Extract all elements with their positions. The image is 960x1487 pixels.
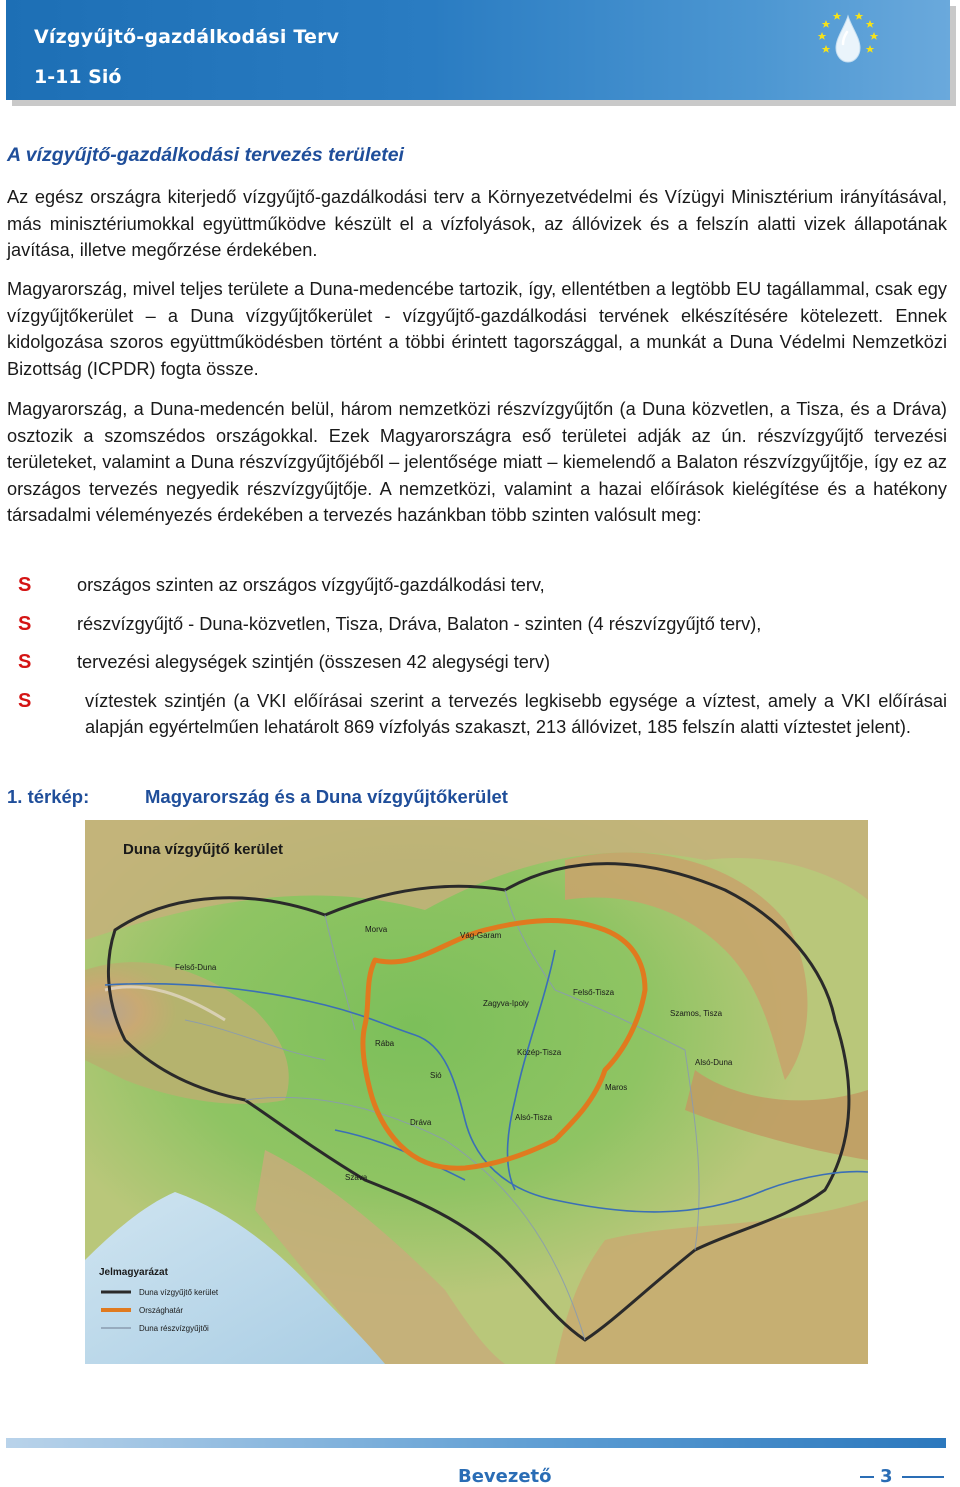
eu-water-drop-logo-icon <box>812 8 884 74</box>
map-region-label: Vág-Garam <box>460 931 502 940</box>
list-item <box>7 611 947 638</box>
bullet-marker-icon: S <box>18 651 32 673</box>
footer-section-name: Bevezető <box>458 1466 552 1487</box>
paragraph-danube-district: Magyarország, mivel teljes területe a Duna-medencébe tartozik, így, ellentétben a legtöbb EU tagállammal, csak egy vízgyűjtőkerület – a Duna vízgyűjtőkerület - vízgyűjtő-gazdálkodási tervének elkészítésére kötelezett. Ennek kidolgozása szoros együttműködésben történt a többi érintett tagországgal, a munkát a Duna Védelmi Nemzetközi Bizottság (ICPDR) fogta össze. <box>7 279 947 379</box>
map-region-label: Felső-Tisza <box>573 988 615 997</box>
figure-label: 1. térkép: <box>7 786 90 807</box>
bullet-marker-icon: S <box>18 612 32 635</box>
paragraph-intro: Az egész országra kiterjedő vízgyűjtő-gazdálkodási terv a Környezetvédelmi és Vízügyi Minisztérium irányításával, más minisztériumokkal együttműködve készült el a vízfolyások, az állóvizek és a felszín alatti vizek állapotának javítása, illetve megőrzése érdekében. <box>7 187 947 260</box>
list-item <box>7 572 947 599</box>
map-region-label: Alsó-Tisza <box>515 1113 553 1122</box>
map-region-label: Alsó-Duna <box>695 1058 733 1067</box>
map-region-label: Száva <box>345 1173 368 1182</box>
planning-levels-list <box>7 572 947 753</box>
list-item <box>7 688 947 741</box>
page-number: 3 <box>880 1466 893 1487</box>
document-title: Vízgyűjtő-gazdálkodási Terv <box>34 26 340 48</box>
document-subtitle: 1-11 Sió <box>34 66 122 88</box>
section-title: A vízgyűjtő-gazdálkodási tervezés területei <box>7 144 404 166</box>
map-legend-item: Országhatár <box>139 1306 184 1315</box>
footer-dash-right <box>902 1476 944 1478</box>
figure-caption-text: Magyarország és a Duna vízgyűjtőkerület <box>145 786 508 807</box>
list-item <box>7 649 947 676</box>
map-title: Duna vízgyűjtő kerület <box>123 841 284 858</box>
map-region-label: Maros <box>605 1083 628 1092</box>
list-item-text: tervezési alegységek szintjén (összesen 42 alegységi terv) <box>77 652 551 672</box>
page-header <box>6 0 950 100</box>
map-region-label: Sió <box>430 1071 442 1080</box>
map-region-label: Dráva <box>410 1118 432 1127</box>
bullet-marker-icon: S <box>18 574 32 596</box>
list-item-text: részvízgyűjtő - Duna-közvetlen, Tisza, Dráva, Balaton - szinten (4 részvízgyűjtő terv), <box>77 613 762 634</box>
map-region-label: Zagyva-Ipoly <box>483 999 529 1008</box>
map-legend-item: Duna vízgyűjtő kerület <box>139 1288 219 1297</box>
paragraph-sub-basins: Magyarország, a Duna-medencén belül, három nemzetközi részvízgyűjtőn (a Duna közvetlen, a Tisza, és a Dráva) osztozik a szomszédos országokkal. Ezek Magyarországra eső területei adják az ún. részvízgyűjtő tervezési területeket, valamint a Duna részvízgyűjtőjéből – jelentősége miatt – kiemelendő a Balaton részvízgyűjtője, így ez az országos tervezés negyedik részvízgyűjtője. A nemzetközi, valamint a hazai előírások kielégítése és a hatékony társadalmi véleményezés érdekében a tervezés hazánkban több szinten valósult meg: <box>7 399 947 525</box>
map-region-label: Közép-Tisza <box>517 1048 562 1057</box>
map-region-label: Morva <box>365 925 388 934</box>
map-legend-title: Jelmagyarázat <box>99 1267 168 1278</box>
bullet-marker-icon: S <box>18 689 32 712</box>
map-legend-item: Duna részvízgyűjtői <box>139 1324 209 1333</box>
danube-basin-map <box>85 820 868 1364</box>
map-region-label: Szamos, Tisza <box>670 1009 723 1018</box>
footer-dash-left <box>860 1476 874 1478</box>
list-item-text: víztestek szintjén (a VKI előírásai szerint a tervezés legkisebb egysége a víztest, amely a VKI előírásai alapján egyértelműen lehatárolt 869 vízfolyás szakaszt, 213 állóvizet, 185 felszín alatti víztestet jelent). <box>85 690 947 737</box>
map-region-label: Rába <box>375 1039 395 1048</box>
figure-caption <box>7 786 508 808</box>
list-item-text: országos szinten az országos vízgyűjtő-gazdálkodási terv, <box>77 575 545 595</box>
map-region-label: Felső-Duna <box>175 963 217 972</box>
footer-bar <box>6 1438 946 1448</box>
